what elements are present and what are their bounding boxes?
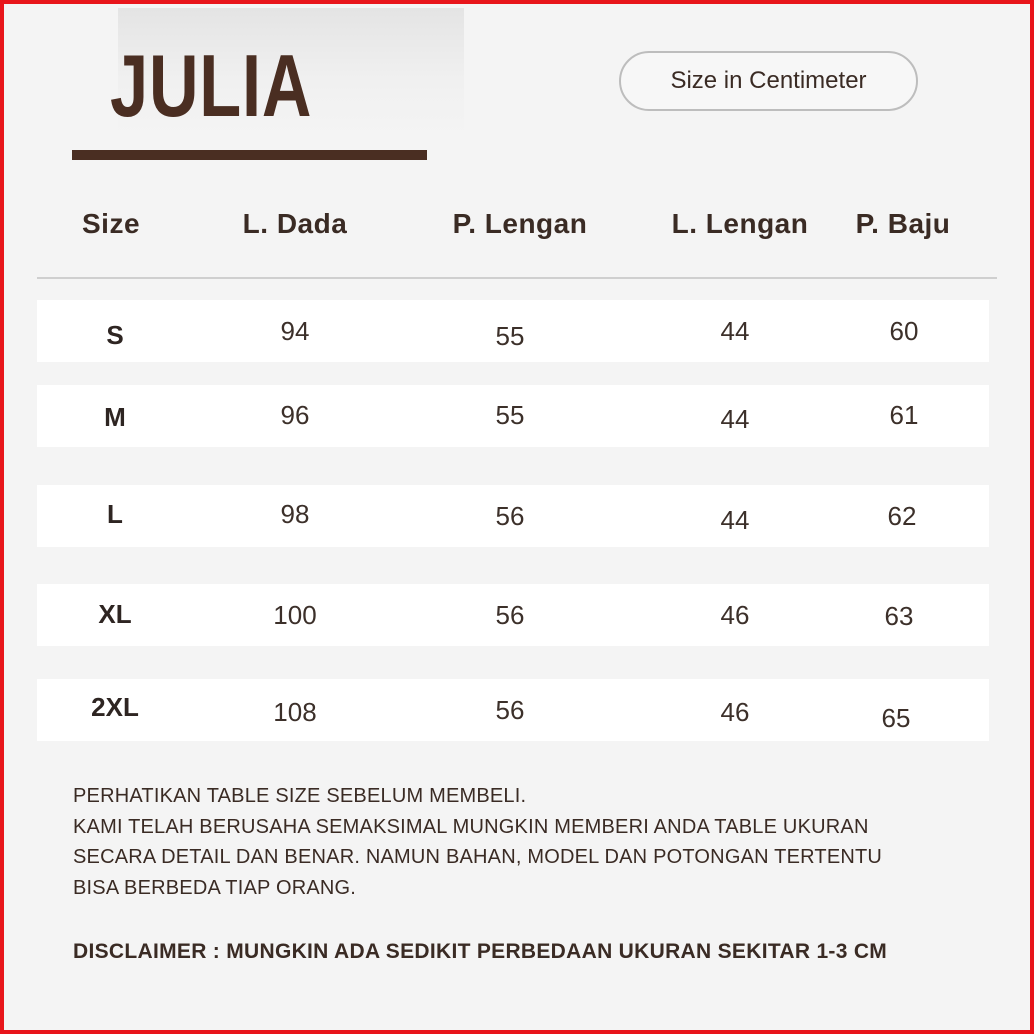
table-row: [37, 385, 989, 447]
chest-width-cell: 94: [280, 316, 310, 346]
sleeve-width-cell: 44: [720, 316, 750, 346]
table-row: [37, 584, 989, 646]
note-line: KAMI TELAH BERUSAHA SEMAKSIMAL MUNGKIN MEMBERI ANDA TABLE UKURAN: [73, 815, 869, 838]
unit-badge-label: Size in Centimeter: [670, 67, 867, 94]
chest-width-cell: 108: [273, 697, 317, 727]
note-line: PERHATIKAN TABLE SIZE SEBELUM MEMBELI.: [73, 785, 527, 807]
column-header-size: Size: [81, 208, 141, 239]
chest-width-cell: 98: [280, 499, 310, 529]
disclaimer-text: DISCLAIMER : MUNGKIN ADA SEDIKIT PERBEDAAN UKURAN SEKITAR 1-3 CM: [73, 940, 888, 963]
brand-underline: [72, 150, 427, 160]
header-divider: [37, 277, 997, 279]
size-notes: [73, 781, 882, 903]
column-header-sleeve-width: L. Lengan: [671, 208, 809, 239]
table-row: [37, 300, 989, 362]
size-cell: L: [107, 499, 123, 529]
sleeve-width-cell: 44: [720, 505, 750, 535]
note-line: SECARA DETAIL DAN BENAR. NAMUN BAHAN, MODEL DAN POTONGAN TERTENTU: [73, 846, 883, 868]
body-length-cell: 62: [887, 501, 917, 531]
sleeve-length-cell: 56: [495, 501, 525, 531]
size-cell: S: [106, 320, 124, 350]
sleeve-length-cell: 55: [495, 400, 525, 430]
sleeve-length-cell: 55: [495, 321, 525, 351]
body-length-cell: 65: [881, 703, 911, 733]
chest-width-cell: 100: [273, 600, 317, 630]
brand-title: JULIA: [110, 36, 313, 135]
size-cell: 2XL: [91, 692, 139, 722]
note-line: BISA BERBEDA TIAP ORANG.: [73, 876, 357, 899]
chest-width-cell: 96: [280, 400, 310, 430]
size-cell: XL: [98, 599, 132, 629]
body-length-cell: 63: [884, 601, 914, 631]
column-header-sleeve-length: P. Lengan: [452, 208, 588, 239]
table-row: [37, 485, 989, 547]
sleeve-length-cell: 56: [495, 600, 525, 630]
unit-badge: [619, 51, 918, 111]
sleeve-width-cell: 44: [720, 404, 750, 434]
table-row: [37, 679, 989, 741]
sleeve-width-cell: 46: [720, 697, 750, 727]
body-length-cell: 61: [889, 400, 919, 430]
sleeve-width-cell: 46: [720, 600, 750, 630]
column-header-chest-width: L. Dada: [242, 208, 348, 239]
sleeve-length-cell: 56: [495, 695, 525, 725]
size-cell: M: [104, 402, 126, 432]
column-header-body-length: P. Baju: [855, 208, 951, 239]
body-length-cell: 60: [889, 316, 919, 346]
